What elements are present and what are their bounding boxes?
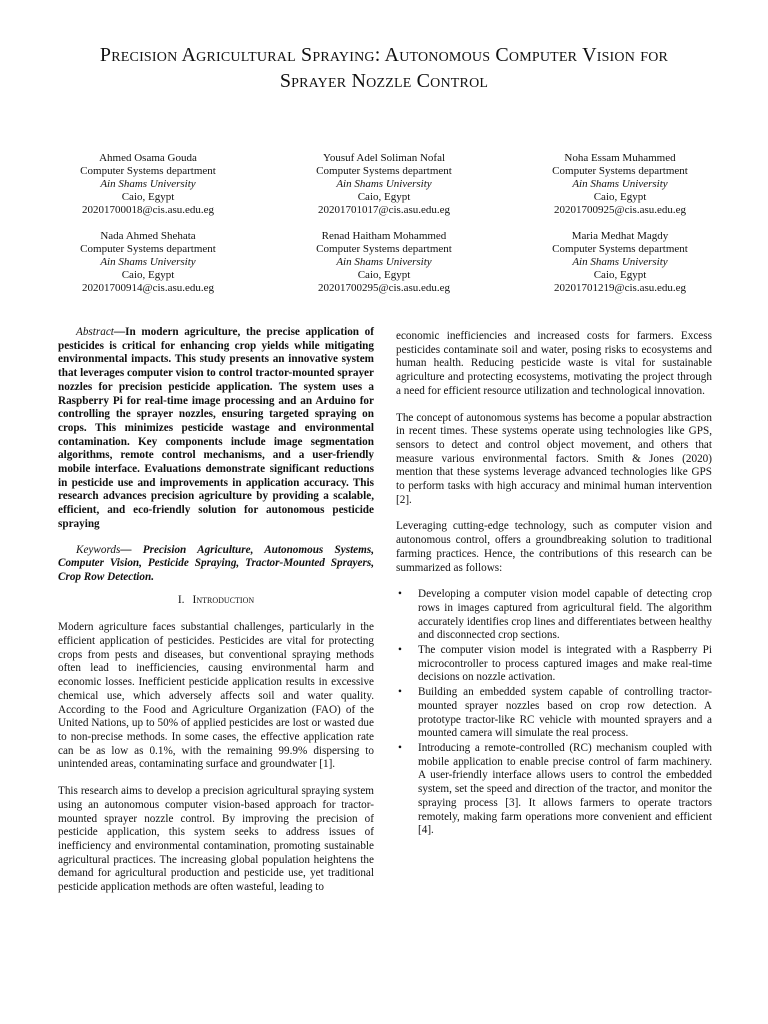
contributions-list	[396, 588, 712, 838]
list-item	[396, 588, 712, 643]
author-email: 20201700295@cis.asu.edu.eg	[317, 282, 451, 294]
bullet-icon: •	[398, 644, 402, 657]
author-name: Yousuf Adel Soliman Nofal	[322, 152, 446, 164]
intro-paragraph-2: This research aims to develop a precision agricultural spraying system using an autonomous computer vision-based approach for tractor-mounted sprayer nozzle control. By improving the precision of pesticide application, this system seeks to address issues of inefficiency and environmental contamination, promoting sustainable agricultural practices. The increasing global population heightens the demand for agricultural production and pesticide use, yet traditional pesticide application methods are often wasteful, leading to	[58, 785, 374, 894]
author-university: Ain Shams University	[572, 178, 668, 190]
author-email: 20201700925@cis.asu.edu.eg	[553, 204, 687, 216]
section-title: Introduction	[192, 593, 255, 606]
author-university: Ain Shams University	[336, 178, 432, 190]
author-department: Computer Systems department	[316, 165, 452, 177]
author-email: 20201700018@cis.asu.edu.eg	[81, 204, 215, 216]
author-name: Renad Haitham Mohammed	[321, 230, 447, 242]
abstract	[58, 326, 374, 532]
author-name: Noha Essam Muhammed	[564, 152, 676, 164]
contribution-text: Developing a computer vision model capable of detecting crop rows in images captured from agricultural field. The algorithm accurately identifies crop lines and differentiates between healthy and disconnected crop sections.	[418, 588, 712, 642]
author-department: Computer Systems department	[80, 243, 216, 255]
abstract-lead: Abstract	[76, 326, 114, 338]
author-card	[266, 152, 502, 217]
contribution-text: Building an embedded system capable of controlling tractor-mounted sprayer nozzles based on crop row detection. A prototype tractor-like RC vehicle with mounted sprayers and a mounted camera will simulate the real process.	[418, 686, 712, 740]
right-column	[396, 330, 712, 839]
author-city: Caio, Egypt	[357, 269, 411, 281]
list-item	[396, 686, 712, 741]
author-city: Caio, Egypt	[593, 269, 647, 281]
section-heading-introduction	[58, 594, 374, 608]
abstract-text: —In modern agriculture, the precise application of pesticides is critical for enhancing crop yields while mitigating environmental impacts. This study presents an innovative system that leverages computer vision to control tractor-mounted sprayer nozzles for precision pesticide application. The system uses a Raspberry Pi for real-time image processing and an Arduino for controlling the sprayer nozzles, ensuring targeted spraying on crops. This minimizes pesticide wastage and environmental contamination. Key components include image segmentation algorithms, remote control mechanisms, and a user-friendly mobile interface. Evaluations demonstrate significant reductions in pesticide use and improvements in application accuracy. This research advances precision agriculture by providing a scalable, efficient, and eco-friendly solution for autonomous pesticide spraying	[58, 326, 374, 530]
author-card	[502, 230, 738, 295]
left-column	[58, 326, 374, 908]
bullet-icon: •	[398, 686, 402, 699]
intro-paragraph-1: Modern agriculture faces substantial challenges, particularly in the efficient application of pesticides. Pesticides are vital for protecting crops from pests and diseases, but conventional spraying methods often lead to inefficiencies, causing environmental harm and economic losses. Inefficient pesticide application results in excessive chemical use, which adversely affects soil and water quality. According to the Food and Agriculture Organization (FAO) of the United Nations, up to 50% of applied pesticides are lost or wasted due to non-precise methods. In some cases, the effective application rate can be as low as 0.1%, with the remaining 99.9% dispersing to unintended areas, contaminating surface and groundwater [1].	[58, 621, 374, 771]
author-university: Ain Shams University	[572, 256, 668, 268]
paper-title-line-2: Sprayer Nozzle Control	[279, 70, 489, 92]
author-department: Computer Systems department	[316, 243, 452, 255]
author-card	[30, 230, 266, 295]
keywords-lead: Keywords	[76, 543, 121, 556]
paper-title	[40, 42, 728, 94]
author-department: Computer Systems department	[552, 165, 688, 177]
author-name: Nada Ahmed Shehata	[100, 230, 196, 242]
intro-paragraph-3: economic inefficiencies and increased costs for farmers. Excess pesticides contaminate soil and water, posing risks to ecosystems and human health. Reducing pesticide waste is vital for sustainable agriculture and protecting ecosystems, motivating the project through a need for efficient resource utilization and technological innovation.	[396, 330, 712, 397]
author-card	[502, 152, 738, 217]
author-university: Ain Shams University	[336, 256, 432, 268]
author-city: Caio, Egypt	[593, 191, 647, 203]
author-city: Caio, Egypt	[121, 191, 175, 203]
author-email: 20201700914@cis.asu.edu.eg	[81, 282, 215, 294]
author-name: Maria Medhat Magdy	[571, 230, 669, 242]
author-city: Caio, Egypt	[121, 269, 175, 281]
intro-paragraph-4: The concept of autonomous systems has become a popular abstraction in recent times. These systems operate using technologies like GPS, sensors to detect and control object movement, and others that measure various environmental factors. Smith & Jones (2020) mention that these systems leverage advanced technologies like GPS to perform tasks with high accuracy and minimal human intervention [2].	[396, 411, 712, 506]
keywords-text: — Precision Agriculture, Autonomous Systems, Computer Vision, Pesticide Spraying, Tractor-Mounted Sprayers, Crop Row Detection.	[58, 543, 374, 583]
author-university: Ain Shams University	[100, 178, 196, 190]
author-card	[30, 152, 266, 217]
bullet-icon: •	[398, 741, 402, 754]
keywords	[58, 544, 374, 585]
intro-paragraph-5: Leveraging cutting-edge technology, such as computer vision and autonomous control, offers a groundbreaking solution to traditional farming practices. Hence, the contributions of this research can be summarized as follows:	[396, 520, 712, 574]
list-item	[396, 742, 712, 838]
section-number: I.	[177, 593, 185, 606]
author-university: Ain Shams University	[100, 256, 196, 268]
author-email: 20201701219@cis.asu.edu.eg	[553, 282, 687, 294]
bullet-icon: •	[398, 588, 402, 601]
author-card	[266, 230, 502, 295]
list-item	[396, 644, 712, 685]
contribution-text: Introducing a remote-controlled (RC) mechanism coupled with mobile application to enable precise control of farm machinery. A user-friendly interface allows users to control the embedded system, set the speed and direction of the tractor, and monitor the spraying process [3]. It allows farmers to operate tractors remotely, making farm operations more convenient and efficient [4].	[418, 741, 712, 837]
author-department: Computer Systems department	[552, 243, 688, 255]
contribution-text: The computer vision model is integrated with a Raspberry Pi microcontroller to process captured images and make real-time decisions on nozzle activation.	[418, 644, 712, 684]
author-city: Caio, Egypt	[357, 191, 411, 203]
author-email: 20201701017@cis.asu.edu.eg	[317, 204, 451, 216]
author-name: Ahmed Osama Gouda	[99, 152, 197, 164]
paper-title-line-1: Precision Agricultural Spraying: Autonomous Computer Vision for	[99, 44, 669, 66]
author-department: Computer Systems department	[80, 165, 216, 177]
author-block	[30, 152, 738, 295]
